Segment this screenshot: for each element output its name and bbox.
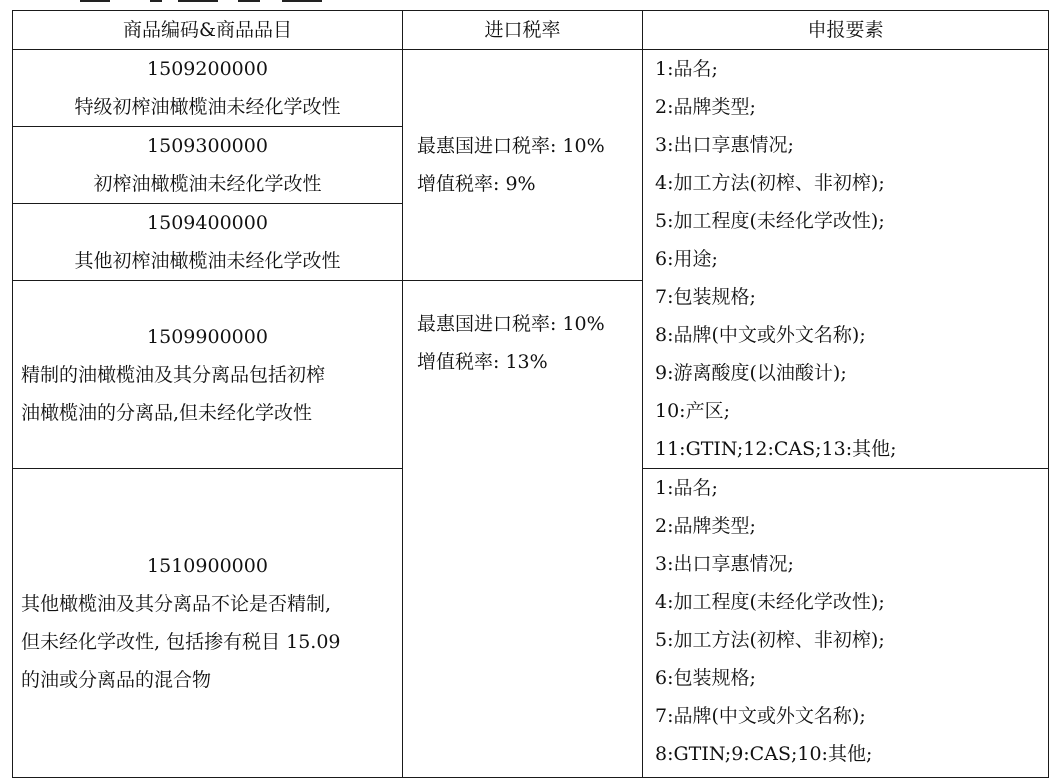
commodity-name-line: 其他橄榄油及其分离品不论是否精制, xyxy=(21,593,332,615)
requirement-item: 9:游离酸度(以油酸计); xyxy=(655,362,847,384)
commodity-code: 1509300000 xyxy=(147,135,268,157)
rate-cell xyxy=(403,281,643,778)
cropped-text-remnant xyxy=(0,0,1057,3)
requirement-item: 4:加工程度(未经化学改性); xyxy=(655,591,885,613)
commodity-cell xyxy=(13,204,403,281)
rate-cell xyxy=(403,50,643,281)
requirement-item: 1:品名; xyxy=(655,477,718,499)
commodity-code: 1509400000 xyxy=(147,212,268,234)
commodity-code: 1509200000 xyxy=(147,58,268,80)
commodity-name: 初榨油橄榄油未经化学改性 xyxy=(93,173,322,195)
requirements-cell xyxy=(643,469,1049,778)
vat-rate: 增值税率: 13% xyxy=(417,351,548,373)
commodity-name-line: 精制的油橄榄油及其分离品包括初榨 xyxy=(21,363,326,386)
table-row xyxy=(13,50,1049,127)
requirement-item: 4:加工方法(初榨、非初榨); xyxy=(655,172,885,194)
requirement-item: 7:品牌(中文或外文名称); xyxy=(655,705,866,727)
requirement-item: 5:加工方法(初榨、非初榨); xyxy=(655,629,885,651)
requirement-item: 10:产区; xyxy=(655,400,730,422)
requirement-item: 3:出口享惠情况; xyxy=(655,134,794,156)
commodity-name-line: 油橄榄油的分离品,但未经化学改性 xyxy=(21,401,313,424)
commodity-cell xyxy=(13,127,403,204)
commodity-name: 特级初榨油橄榄油未经化学改性 xyxy=(74,96,341,118)
requirement-item: 8:品牌(中文或外文名称); xyxy=(655,324,866,346)
commodity-name-line: 的油或分离品的混合物 xyxy=(21,669,212,691)
commodity-cell xyxy=(13,281,403,469)
requirement-item: 6:包装规格; xyxy=(655,667,756,689)
requirement-item: 2:品牌类型; xyxy=(655,96,756,118)
requirements-cell xyxy=(643,50,1049,469)
header-declaration-elements: 申报要素 xyxy=(643,11,1049,50)
requirement-item: 1:品名; xyxy=(655,58,718,80)
requirement-item: 5:加工程度(未经化学改性); xyxy=(655,210,885,232)
commodity-name-line: 但未经化学改性, 包括掺有税目 15.09 xyxy=(21,631,341,653)
vat-rate: 增值税率: 9% xyxy=(417,173,536,195)
requirement-item: 11:GTIN;12:CAS;13:其他; xyxy=(655,438,897,460)
commodity-code: 1510900000 xyxy=(147,555,268,577)
header-commodity: 商品编码&商品品目 xyxy=(13,11,403,50)
requirement-item: 7:包装规格; xyxy=(655,286,756,308)
requirement-item: 6:用途; xyxy=(655,248,718,270)
header-import-rate: 进口税率 xyxy=(403,11,643,50)
mfn-rate: 最惠国进口税率: 10% xyxy=(417,135,605,157)
requirement-item: 2:品牌类型; xyxy=(655,515,756,537)
commodity-code: 1509900000 xyxy=(147,325,268,348)
requirement-item: 3:出口享惠情况; xyxy=(655,553,794,575)
table-header-row xyxy=(13,11,1049,50)
commodity-name: 其他初榨油橄榄油未经化学改性 xyxy=(74,250,341,272)
mfn-rate: 最惠国进口税率: 10% xyxy=(417,313,605,335)
olive-oil-tariff-table xyxy=(12,10,1049,778)
commodity-cell xyxy=(13,469,403,778)
commodity-cell xyxy=(13,50,403,127)
requirement-item: 8:GTIN;9:CAS;10:其他; xyxy=(655,743,873,765)
